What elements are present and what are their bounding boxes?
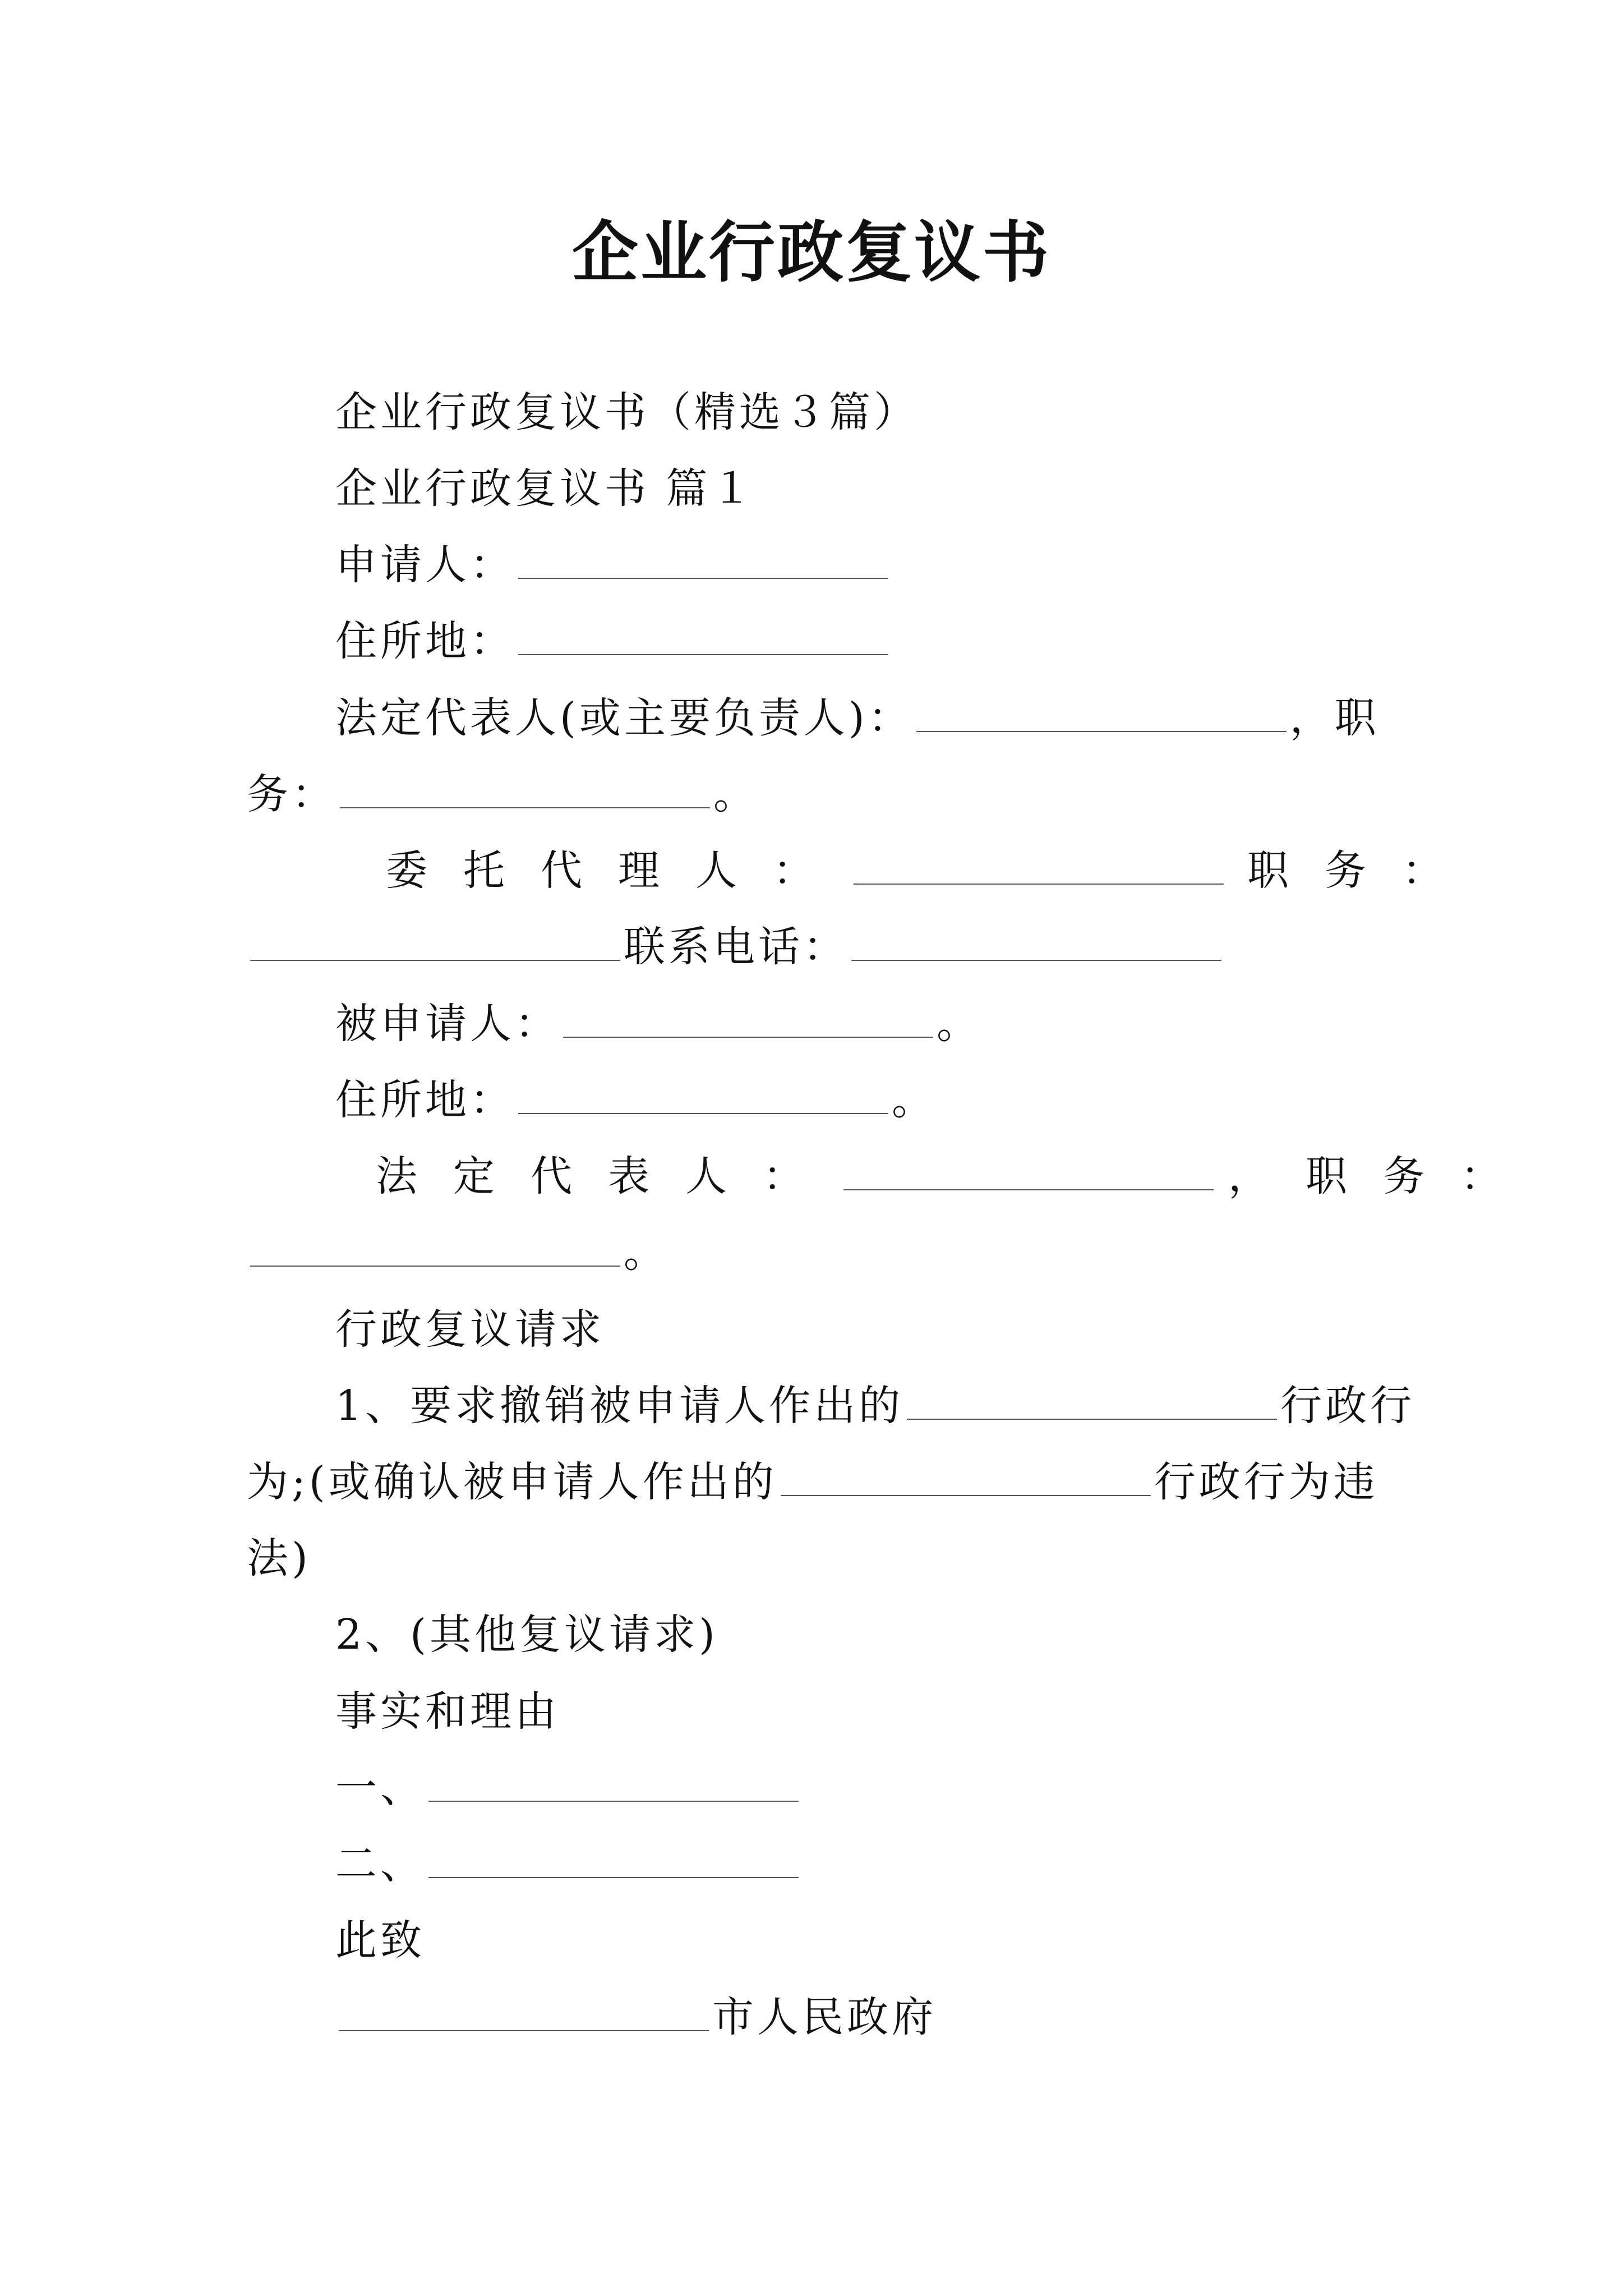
fact1-row — [335, 1763, 802, 1813]
duty-label: 务： — [247, 770, 336, 818]
period: 。 — [624, 1228, 668, 1277]
request-heading: 行政复议请求 — [335, 1305, 605, 1354]
request1-text-b: 行政行 — [1280, 1382, 1415, 1430]
fact2-blank[interactable] — [428, 1874, 799, 1878]
respondent-rep-row — [376, 1151, 1538, 1202]
applicant-label: 申请人： — [335, 541, 515, 589]
phone-blank[interactable] — [851, 956, 1221, 961]
address-row — [335, 616, 892, 666]
request1-blank-b[interactable] — [781, 1492, 1151, 1496]
duty-row — [247, 769, 758, 820]
respondent-label: 被申请人： — [335, 1000, 560, 1048]
applicant-row — [335, 540, 892, 590]
agent-blank[interactable] — [854, 880, 1224, 885]
address-label: 住所地： — [335, 617, 515, 665]
fact1-blank[interactable] — [428, 1797, 799, 1802]
respondent-rep-duty-label: ，职务： — [1228, 1152, 1538, 1200]
request1-text-d: 行政行为违 — [1154, 1458, 1378, 1506]
facts-heading: 事实和理由 — [335, 1687, 560, 1736]
period: 。 — [713, 770, 758, 818]
respondent-rep-label: 法定代表人： — [376, 1152, 840, 1200]
request1-blank-a[interactable] — [907, 1415, 1277, 1420]
legal-rep-row — [335, 693, 1380, 743]
respondent-address-row — [335, 1075, 937, 1125]
fact1-label: 一、 — [335, 1764, 425, 1812]
request1-text-a: 1、要求撤销被申请人作出的 — [335, 1382, 904, 1430]
duty-blank[interactable] — [340, 804, 710, 808]
phone-label: 联系电话： — [624, 923, 848, 971]
request1-text-c: 为;(或确认被申请人作出的 — [247, 1458, 777, 1506]
subtitle: 企业行政复议书（精选３篇） — [335, 388, 919, 436]
agent-duty-label: 职务： — [1247, 846, 1479, 895]
respondent-duty-row — [247, 1227, 668, 1278]
legal-rep-tail: ，职 — [1289, 694, 1380, 742]
fact2-row — [335, 1839, 802, 1889]
document-title: 企业行政复议书 — [571, 213, 1051, 291]
agent-row — [386, 845, 1479, 896]
respondent-rep-blank[interactable] — [843, 1186, 1214, 1190]
request2-row: 2、(其他复议请求) — [335, 1611, 718, 1659]
request1-row-c: 法) — [247, 1534, 311, 1582]
agent-label: 委托代理人： — [386, 846, 850, 895]
request1-row-b — [247, 1457, 1378, 1507]
respondent-blank[interactable] — [563, 1033, 933, 1038]
phone-row — [247, 922, 1225, 972]
period: 。 — [937, 1000, 981, 1048]
fact2-label: 二、 — [335, 1840, 425, 1888]
legal-rep-label: 法定代表人(或主要负责人)： — [335, 694, 913, 742]
respondent-duty-blank[interactable] — [250, 1262, 620, 1267]
government-blank[interactable] — [339, 2027, 709, 2031]
part-heading: 企业行政复议书 篇１ — [335, 464, 756, 513]
period: 。 — [892, 1076, 937, 1124]
agent-duty-blank[interactable] — [250, 956, 620, 961]
address-blank[interactable] — [518, 651, 888, 655]
request1-row-a — [335, 1381, 1415, 1431]
respondent-row — [335, 999, 981, 1049]
government-label: 市人民政府 — [712, 1993, 937, 2041]
applicant-blank[interactable] — [518, 574, 888, 579]
salutation: 此致 — [335, 1916, 425, 1964]
legal-rep-blank[interactable] — [916, 728, 1287, 732]
government-row — [335, 1992, 937, 2042]
respondent-address-label: 住所地： — [335, 1076, 515, 1124]
respondent-address-blank[interactable] — [518, 1110, 888, 1114]
